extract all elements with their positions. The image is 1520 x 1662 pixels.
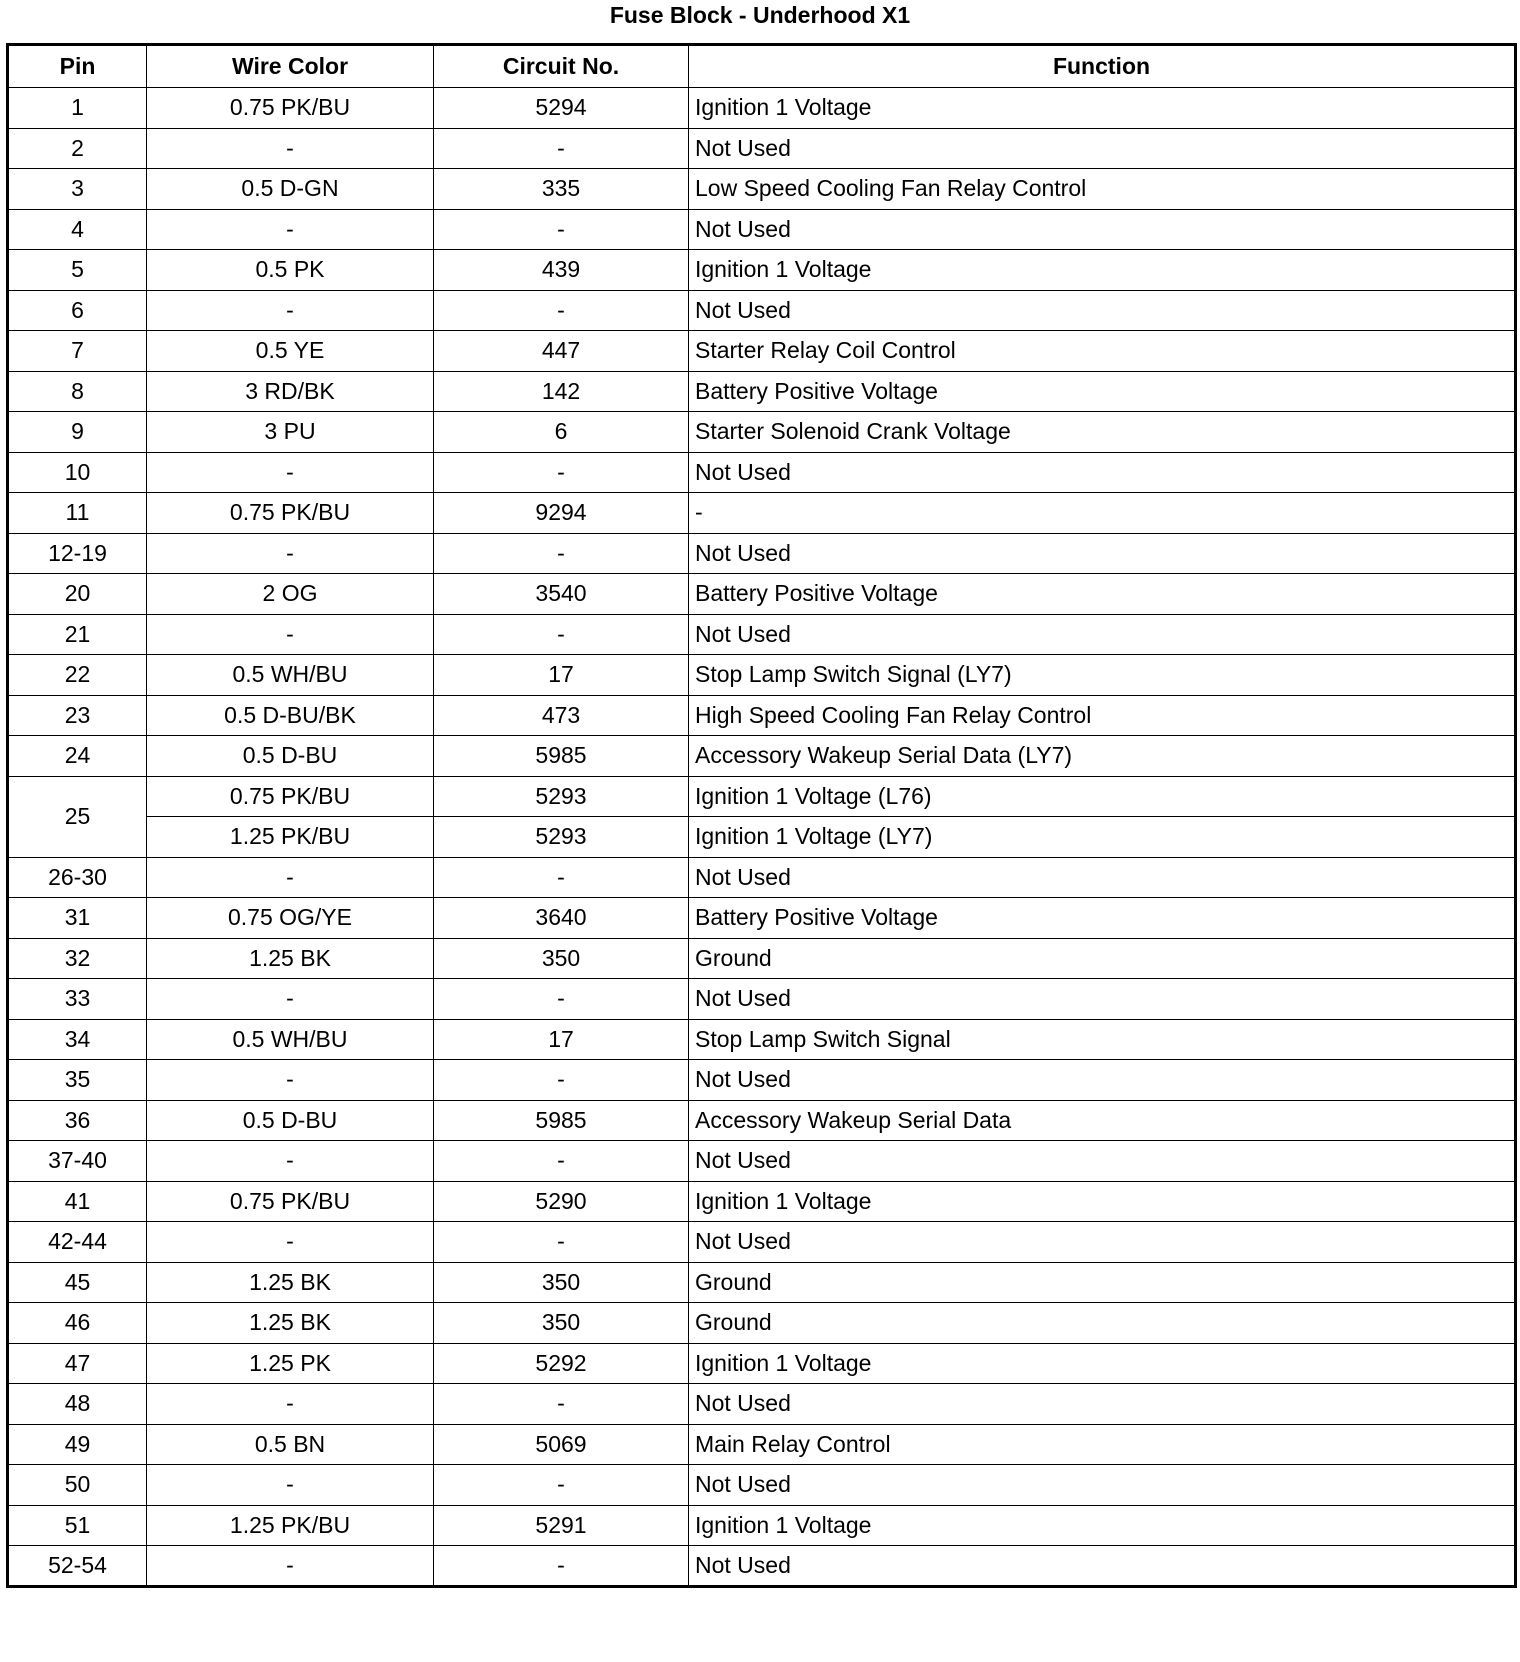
cell-wire-color: - [147, 1141, 434, 1182]
table-row [8, 1505, 1516, 1546]
cell-wire-color: - [147, 1465, 434, 1506]
table-row [8, 88, 1516, 129]
table-body [8, 88, 1516, 1587]
cell-circuit-no: 5291 [434, 1505, 689, 1546]
cell-function: Main Relay Control [689, 1424, 1516, 1465]
table-row [8, 898, 1516, 939]
cell-wire-color: 1.25 BK [147, 938, 434, 979]
table-row [8, 979, 1516, 1020]
cell-circuit-no: 9294 [434, 493, 689, 534]
cell-pin: 3 [8, 169, 147, 210]
cell-circuit-no: 350 [434, 1303, 689, 1344]
cell-wire-color: 0.5 WH/BU [147, 655, 434, 696]
cell-circuit-no: 5294 [434, 88, 689, 129]
cell-pin: 1 [8, 88, 147, 129]
cell-wire-color: 0.5 YE [147, 331, 434, 372]
cell-wire-color: - [147, 1060, 434, 1101]
cell-pin: 49 [8, 1424, 147, 1465]
table-row [8, 290, 1516, 331]
table-row [8, 169, 1516, 210]
cell-function: Not Used [689, 1384, 1516, 1425]
cell-pin: 23 [8, 695, 147, 736]
cell-function: Battery Positive Voltage [689, 574, 1516, 615]
cell-wire-color: - [147, 290, 434, 331]
cell-function: Not Used [689, 209, 1516, 250]
cell-circuit-no: 3640 [434, 898, 689, 939]
cell-function: Ignition 1 Voltage [689, 88, 1516, 129]
column-header-pin: Pin [8, 45, 147, 88]
cell-circuit-no: 350 [434, 1262, 689, 1303]
cell-pin: 4 [8, 209, 147, 250]
cell-function: Accessory Wakeup Serial Data [689, 1100, 1516, 1141]
cell-circuit-no: - [434, 1141, 689, 1182]
cell-function: Not Used [689, 1141, 1516, 1182]
table-row [8, 1181, 1516, 1222]
cell-pin: 25 [8, 776, 147, 857]
cell-pin: 2 [8, 128, 147, 169]
table-row [8, 817, 1516, 858]
cell-circuit-no: 5293 [434, 776, 689, 817]
table-row [8, 1303, 1516, 1344]
cell-function: Not Used [689, 857, 1516, 898]
cell-function: Battery Positive Voltage [689, 898, 1516, 939]
cell-pin: 20 [8, 574, 147, 615]
table-row [8, 1465, 1516, 1506]
cell-circuit-no: - [434, 452, 689, 493]
cell-pin: 36 [8, 1100, 147, 1141]
cell-pin: 31 [8, 898, 147, 939]
column-header-function: Function [689, 45, 1516, 88]
cell-wire-color: - [147, 857, 434, 898]
table-row [8, 209, 1516, 250]
table-row [8, 655, 1516, 696]
cell-circuit-no: - [434, 533, 689, 574]
table-row [8, 1384, 1516, 1425]
table-row [8, 493, 1516, 534]
cell-function: Ignition 1 Voltage [689, 1181, 1516, 1222]
cell-circuit-no: 350 [434, 938, 689, 979]
cell-circuit-no: 5069 [434, 1424, 689, 1465]
table-row [8, 574, 1516, 615]
cell-pin: 6 [8, 290, 147, 331]
cell-function: Not Used [689, 452, 1516, 493]
cell-circuit-no: 3540 [434, 574, 689, 615]
cell-function: Not Used [689, 979, 1516, 1020]
table-row [8, 533, 1516, 574]
cell-function: Not Used [689, 290, 1516, 331]
cell-pin: 37-40 [8, 1141, 147, 1182]
cell-circuit-no: 5292 [434, 1343, 689, 1384]
cell-function: Not Used [689, 533, 1516, 574]
cell-pin: 45 [8, 1262, 147, 1303]
cell-wire-color: 2 OG [147, 574, 434, 615]
table-row [8, 452, 1516, 493]
cell-pin: 11 [8, 493, 147, 534]
page-title: Fuse Block - Underhood X1 [609, 2, 911, 28]
cell-wire-color: 1.25 PK [147, 1343, 434, 1384]
cell-function: Ignition 1 Voltage [689, 1343, 1516, 1384]
cell-pin: 24 [8, 736, 147, 777]
cell-wire-color: 0.5 D-BU [147, 1100, 434, 1141]
cell-function: Accessory Wakeup Serial Data (LY7) [689, 736, 1516, 777]
cell-wire-color: 0.5 PK [147, 250, 434, 291]
cell-pin: 21 [8, 614, 147, 655]
cell-circuit-no: 5985 [434, 736, 689, 777]
table-row [8, 250, 1516, 291]
cell-circuit-no: - [434, 1384, 689, 1425]
table-row [8, 371, 1516, 412]
table-header-row [8, 45, 1516, 88]
cell-pin: 12-19 [8, 533, 147, 574]
table-row [8, 1141, 1516, 1182]
table-row [8, 736, 1516, 777]
cell-function: Not Used [689, 1060, 1516, 1101]
cell-pin: 34 [8, 1019, 147, 1060]
cell-circuit-no: 142 [434, 371, 689, 412]
cell-function: Stop Lamp Switch Signal [689, 1019, 1516, 1060]
cell-circuit-no: - [434, 1465, 689, 1506]
cell-function: Not Used [689, 1546, 1516, 1587]
cell-circuit-no: 6 [434, 412, 689, 453]
cell-pin: 33 [8, 979, 147, 1020]
cell-circuit-no: - [434, 1546, 689, 1587]
cell-pin: 52-54 [8, 1546, 147, 1587]
cell-wire-color: 1.25 BK [147, 1303, 434, 1344]
table-row [8, 1546, 1516, 1587]
cell-circuit-no: 335 [434, 169, 689, 210]
cell-pin: 42-44 [8, 1222, 147, 1263]
cell-function: Starter Relay Coil Control [689, 331, 1516, 372]
cell-wire-color: 0.5 WH/BU [147, 1019, 434, 1060]
cell-circuit-no: - [434, 1222, 689, 1263]
cell-pin: 50 [8, 1465, 147, 1506]
cell-pin: 22 [8, 655, 147, 696]
cell-circuit-no: - [434, 209, 689, 250]
cell-pin: 8 [8, 371, 147, 412]
cell-wire-color: 0.75 PK/BU [147, 88, 434, 129]
cell-circuit-no: 17 [434, 655, 689, 696]
cell-pin: 26-30 [8, 857, 147, 898]
cell-wire-color: 3 PU [147, 412, 434, 453]
cell-circuit-no: 439 [434, 250, 689, 291]
cell-wire-color: 1.25 BK [147, 1262, 434, 1303]
cell-function: Ground [689, 1303, 1516, 1344]
table-row [8, 857, 1516, 898]
cell-function: Ground [689, 938, 1516, 979]
pinout-table [6, 43, 1517, 1588]
cell-pin: 51 [8, 1505, 147, 1546]
cell-function: Not Used [689, 1222, 1516, 1263]
cell-wire-color: 3 RD/BK [147, 371, 434, 412]
cell-circuit-no: 473 [434, 695, 689, 736]
table-row [8, 1343, 1516, 1384]
cell-wire-color: 1.25 PK/BU [147, 817, 434, 858]
cell-circuit-no: - [434, 857, 689, 898]
cell-wire-color: - [147, 1222, 434, 1263]
cell-function: Battery Positive Voltage [689, 371, 1516, 412]
cell-pin: 10 [8, 452, 147, 493]
cell-wire-color: - [147, 533, 434, 574]
table-row [8, 128, 1516, 169]
cell-function: Ground [689, 1262, 1516, 1303]
cell-wire-color: - [147, 452, 434, 493]
cell-wire-color: 0.5 BN [147, 1424, 434, 1465]
cell-pin: 5 [8, 250, 147, 291]
cell-circuit-no: - [434, 1060, 689, 1101]
cell-circuit-no: - [434, 128, 689, 169]
table-row [8, 331, 1516, 372]
cell-function: High Speed Cooling Fan Relay Control [689, 695, 1516, 736]
cell-wire-color: - [147, 614, 434, 655]
cell-function: Stop Lamp Switch Signal (LY7) [689, 655, 1516, 696]
cell-function: Starter Solenoid Crank Voltage [689, 412, 1516, 453]
table-row [8, 1424, 1516, 1465]
table-row [8, 938, 1516, 979]
cell-wire-color: - [147, 1384, 434, 1425]
cell-function: Not Used [689, 614, 1516, 655]
cell-function: Low Speed Cooling Fan Relay Control [689, 169, 1516, 210]
cell-pin: 32 [8, 938, 147, 979]
cell-function: Not Used [689, 128, 1516, 169]
cell-pin: 48 [8, 1384, 147, 1425]
table-row [8, 1060, 1516, 1101]
table-row [8, 412, 1516, 453]
cell-function: Ignition 1 Voltage [689, 250, 1516, 291]
cell-circuit-no: - [434, 979, 689, 1020]
table-row [8, 1100, 1516, 1141]
cell-wire-color: 0.75 OG/YE [147, 898, 434, 939]
table-row [8, 1019, 1516, 1060]
cell-pin: 35 [8, 1060, 147, 1101]
cell-wire-color: 0.75 PK/BU [147, 1181, 434, 1222]
cell-wire-color: - [147, 1546, 434, 1587]
cell-circuit-no: 5293 [434, 817, 689, 858]
column-header-wire-color: Wire Color [147, 45, 434, 88]
cell-function: Ignition 1 Voltage (LY7) [689, 817, 1516, 858]
cell-wire-color: 0.5 D-GN [147, 169, 434, 210]
cell-pin: 41 [8, 1181, 147, 1222]
table-row [8, 1262, 1516, 1303]
cell-wire-color: 1.25 PK/BU [147, 1505, 434, 1546]
table-row [8, 614, 1516, 655]
cell-function: Ignition 1 Voltage [689, 1505, 1516, 1546]
cell-wire-color: - [147, 979, 434, 1020]
cell-wire-color: 0.5 D-BU/BK [147, 695, 434, 736]
cell-wire-color: 0.75 PK/BU [147, 776, 434, 817]
cell-wire-color: 0.5 D-BU [147, 736, 434, 777]
cell-wire-color: - [147, 128, 434, 169]
cell-function: - [689, 493, 1516, 534]
cell-circuit-no: 5985 [434, 1100, 689, 1141]
column-header-circuit-no: Circuit No. [434, 45, 689, 88]
cell-wire-color: 0.75 PK/BU [147, 493, 434, 534]
cell-circuit-no: 5290 [434, 1181, 689, 1222]
cell-circuit-no: 447 [434, 331, 689, 372]
table-row [8, 1222, 1516, 1263]
cell-wire-color: - [147, 209, 434, 250]
cell-pin: 47 [8, 1343, 147, 1384]
cell-circuit-no: - [434, 290, 689, 331]
table-row [8, 776, 1516, 817]
cell-pin: 46 [8, 1303, 147, 1344]
cell-circuit-no: 17 [434, 1019, 689, 1060]
cell-circuit-no: - [434, 614, 689, 655]
cell-function: Ignition 1 Voltage (L76) [689, 776, 1516, 817]
cell-pin: 7 [8, 331, 147, 372]
table-row [8, 695, 1516, 736]
cell-function: Not Used [689, 1465, 1516, 1506]
cell-pin: 9 [8, 412, 147, 453]
